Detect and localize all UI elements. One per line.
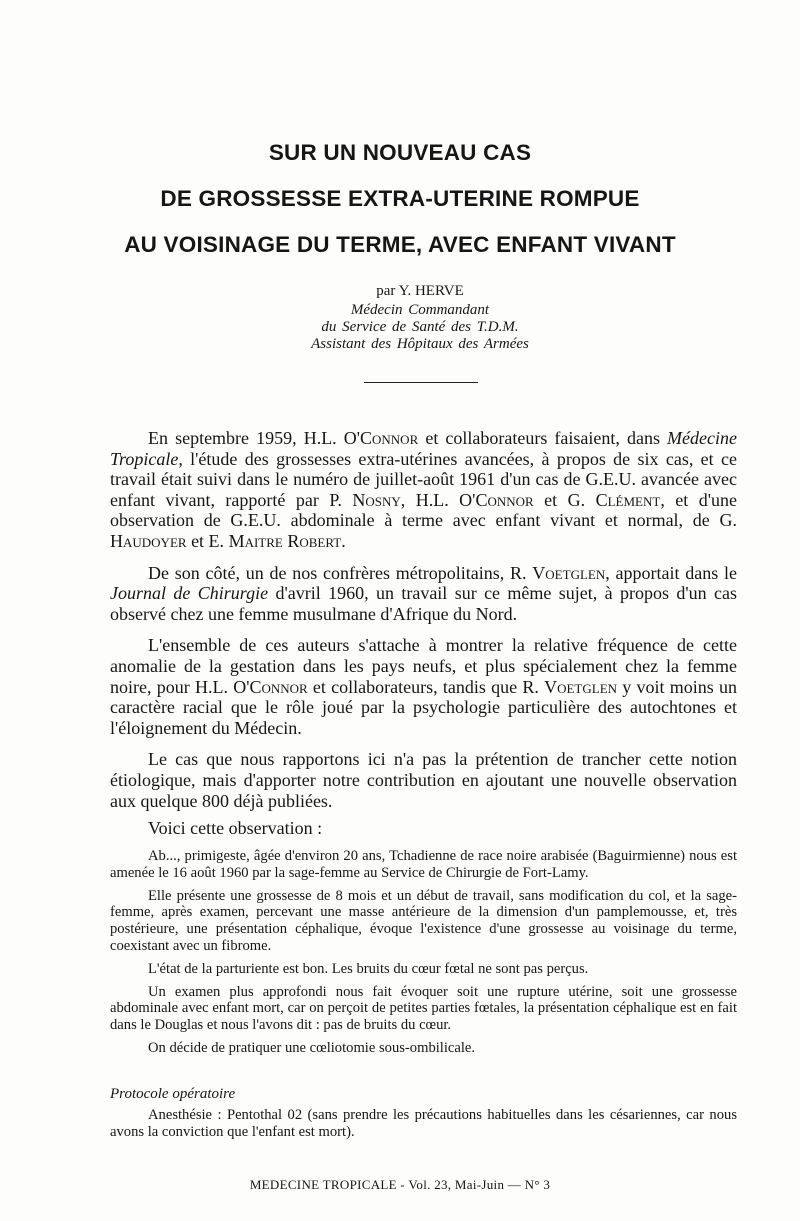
section-subheading: Protocole opératoire	[110, 1086, 236, 1102]
page-footer: MEDECINE TROPICALE - Vol. 23, Mai-Juin — N° 3	[249, 1177, 551, 1192]
text: et collaborateurs faisaient, dans	[418, 428, 668, 448]
paragraph-3	[110, 635, 737, 738]
observation-paragraph-1: Ab..., primigeste, âgée d'environ 20 ans, Tchadienne de race noire arabisée (Baguirmienne) nous est amenée le 16 août 1960 par la sage-femme au Service de Chirurgie de Fort-Lamy.	[110, 848, 737, 881]
author-affiliation-1: Médecin Commandant	[350, 302, 490, 318]
text: , H.L. O'	[400, 489, 476, 510]
observation	[110, 848, 737, 1063]
author-name: Nosny	[352, 489, 401, 510]
author-name: Haudoyer	[110, 530, 187, 551]
text: De son côté, un de nos confrères métropolitains, R.	[148, 562, 533, 583]
paragraph-2	[110, 563, 737, 625]
author-name: Voetglen	[544, 676, 618, 697]
author-name: Clément	[595, 489, 661, 510]
protocol	[110, 1107, 737, 1147]
journal-name: Journal de Chirurgie	[110, 583, 269, 604]
text: .	[341, 530, 346, 551]
text: et E.	[186, 530, 229, 551]
author-affiliation-3: Assistant des Hôpitaux des Armées	[311, 336, 529, 352]
introduction	[110, 428, 737, 822]
text: , et d'une observation de G.E.U. abdominale à terme avec enfant vivant et normal, de G.	[110, 489, 737, 531]
paragraph-1	[110, 428, 737, 552]
observation-paragraph-2: Elle présente une grossesse de 8 mois et un début de travail, sans modification du col, et la sage-femme, après examen, percevant une masse antérieure de la dimension d'un pamplemousse, et, très postérieure, une présentation céphalique, évoque l'existence d'une grossesse au voisinage du terme, coexistant avec un fibrome.	[110, 887, 737, 954]
article-title-line-2: DE GROSSESSE EXTRA-UTERINE ROMPUE	[160, 186, 640, 211]
article-title-line-3: AU VOISINAGE DU TERME, AVEC ENFANT VIVANT	[124, 232, 676, 257]
author-name: Connor	[475, 489, 534, 510]
text: , apportait dans le	[605, 562, 737, 583]
author-name: Voetglen	[532, 562, 606, 583]
protocol-paragraph: Anesthésie : Pentothal 02 (sans prendre les précautions habituelles dans les césariennes, car nous avons la conviction que l'enfant est mort).	[110, 1107, 737, 1140]
observation-paragraph-5: On décide de pratiquer une cœliotomie sous-ombilicale.	[148, 1039, 476, 1056]
journal-name: Médecine Tropicale,	[110, 428, 737, 469]
observation-lead: Voici cette observation :	[148, 818, 323, 838]
author-name: Connor	[249, 676, 308, 697]
author-name: Connor	[360, 428, 419, 448]
text: L'ensemble de ces auteurs s'attache à montrer la relative fréquence de cette anomalie de la gestation dans les pays neufs, et plus spécialement chez la femme noire, pour H.L. O'	[110, 635, 737, 697]
text: d'avril 1960, un travail sur ce même sujet, à propos d'un cas observé chez une femme musulmane d'Afrique du Nord.	[110, 583, 738, 624]
observation-paragraph-4: Un examen plus approfondi nous fait évoquer soit une rupture utérine, soit une grossesse abdominale avec enfant mort, car on perçoit de petites parties fœtales, la présentation céphalique est en fait dans le Douglas et nous l'avons dit : pas de bruits du cœur.	[110, 983, 737, 1034]
text: et G.	[533, 489, 596, 510]
author-byline: par Y. HERVE	[376, 283, 464, 299]
text: et collaborateurs, tandis que R.	[307, 676, 545, 697]
separator-rule	[364, 382, 478, 383]
author-affiliation-2: du Service de Santé des T.D.M.	[321, 319, 519, 335]
paragraph-4: Le cas que nous rapportons ici n'a pas la prétention de trancher cette notion étiologique, mais d'apporter notre contribution en ajoutant une nouvelle observation aux quelque 800 déjà publiées.	[110, 749, 737, 811]
article-title-line-1: SUR UN NOUVEAU CAS	[268, 140, 532, 165]
observation-paragraph-3: L'état de la parturiente est bon. Les bruits du cœur fœtal ne sont pas perçus.	[148, 960, 589, 977]
text: En septembre 1959, H.L. O'	[148, 428, 361, 448]
author-name: Maitre Robert	[228, 530, 342, 551]
text: l'étude des grossesses extra-utérines avancées, à propos de six cas, et ce travail était suivi dans le numéro de juillet-août 1961 d'un cas de G.E.U. avancée avec enfant vivant, rapporté par P.	[110, 448, 737, 510]
text: y voit moins un caractère racial que le rôle joué par la psychologie particulière des autochtones et l'éloignement du Médecin.	[110, 676, 738, 738]
